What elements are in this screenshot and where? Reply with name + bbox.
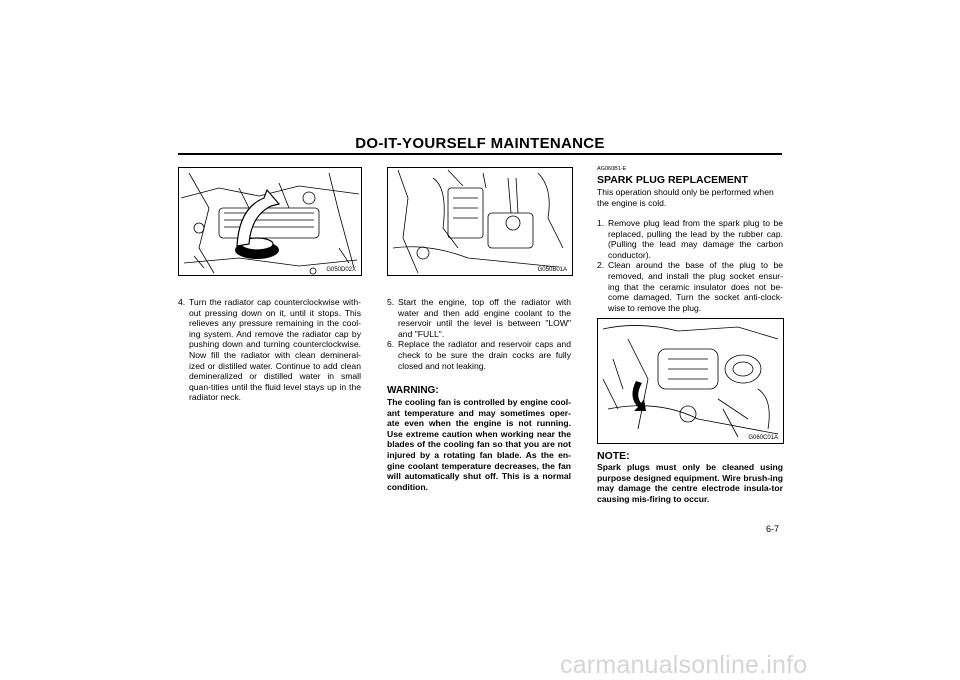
section-intro: This operation should only be performed when the engine is cold. (597, 187, 774, 208)
figure-code: G050B01A (537, 267, 567, 273)
note-heading: NOTE: (597, 450, 630, 462)
note-text: Spark plugs must only be cleaned using purpose designed equipment. Wire brush-ing may damage the centre electrode insula-tor causing mis-firing to occur. (597, 462, 783, 504)
list-item (597, 218, 783, 260)
item-text: Clean around the base of the plug to be removed, and install the plug socket ensur-ing that the ceramic insulator does not be-come damaged. Turn the socket anti-clock-wise to remove the plug. (608, 260, 783, 313)
item-text: Replace the radiator and reservoir caps and check to be sure the drain cocks are fully closed and not leaking. (398, 339, 571, 371)
instruction-list-col3 (597, 218, 783, 313)
item-text: Remove plug lead from the spark plug to be replaced, pulling the lead by the rubber cap. (Pulling the lead may damage the carbon conductor). (608, 218, 783, 260)
footer-watermark: carmanualsonline.info (560, 651, 808, 679)
radiator-cap-illustration (179, 168, 361, 275)
figure-radiator-cap (178, 167, 362, 276)
instruction-list-col2 (387, 297, 571, 371)
item-text: Turn the radiator cap counterclockwise with-out pressing down on it, until it stops. This relieves any pressure remaining in the cool-ing system. And remove the radiator cap by pushing down and turning counterclockwise. Now fill the radiator with clean demineral-ized or distilled water. Continue to add clean demineralized or distilled water in small quan-tities until the fluid level stays up in the radiator neck. (189, 297, 361, 403)
warning-text: The cooling fan is controlled by engine cool-ant temperature and may sometimes oper-ate even when the engine is not running. Use extreme caution when working near the blades of the cooling fan so that you are not injured by a rotating fan blade. As the en-gine coolant temperature decreases, the fan will automatically shut off. This is a normal condition. (387, 397, 571, 492)
item-number: 2. (597, 260, 605, 271)
figure-code: G050D02X (326, 267, 356, 273)
figure-coolant-reservoir (387, 167, 573, 276)
item-number: 6. (387, 339, 395, 350)
spark-plug-illustration (598, 319, 783, 443)
item-number: 5. (387, 297, 395, 307)
page-title: DO-IT-YOURSELF MAINTENANCE (355, 135, 605, 152)
warning-heading: WARNING: (387, 385, 439, 396)
instruction-list-col1 (178, 297, 361, 403)
item-number: 4. (178, 297, 186, 307)
list-item (387, 339, 571, 371)
section-title: SPARK PLUG REPLACEMENT (597, 174, 748, 186)
coolant-reservoir-illustration (388, 168, 572, 275)
list-item (178, 297, 361, 403)
item-number: 1. (597, 218, 605, 228)
list-item (387, 297, 571, 339)
title-rule (178, 153, 782, 155)
figure-spark-plug (597, 318, 784, 444)
list-item (597, 260, 783, 313)
page-number: 6-7 (766, 524, 780, 534)
item-text: Start the engine, top off the radiator with water and then add engine coolant to the reservoir until the level is between "LOW" and "FULL". (398, 297, 571, 339)
figure-code: G060C01A (748, 435, 778, 441)
section-code: AG060B1-E (597, 166, 627, 172)
